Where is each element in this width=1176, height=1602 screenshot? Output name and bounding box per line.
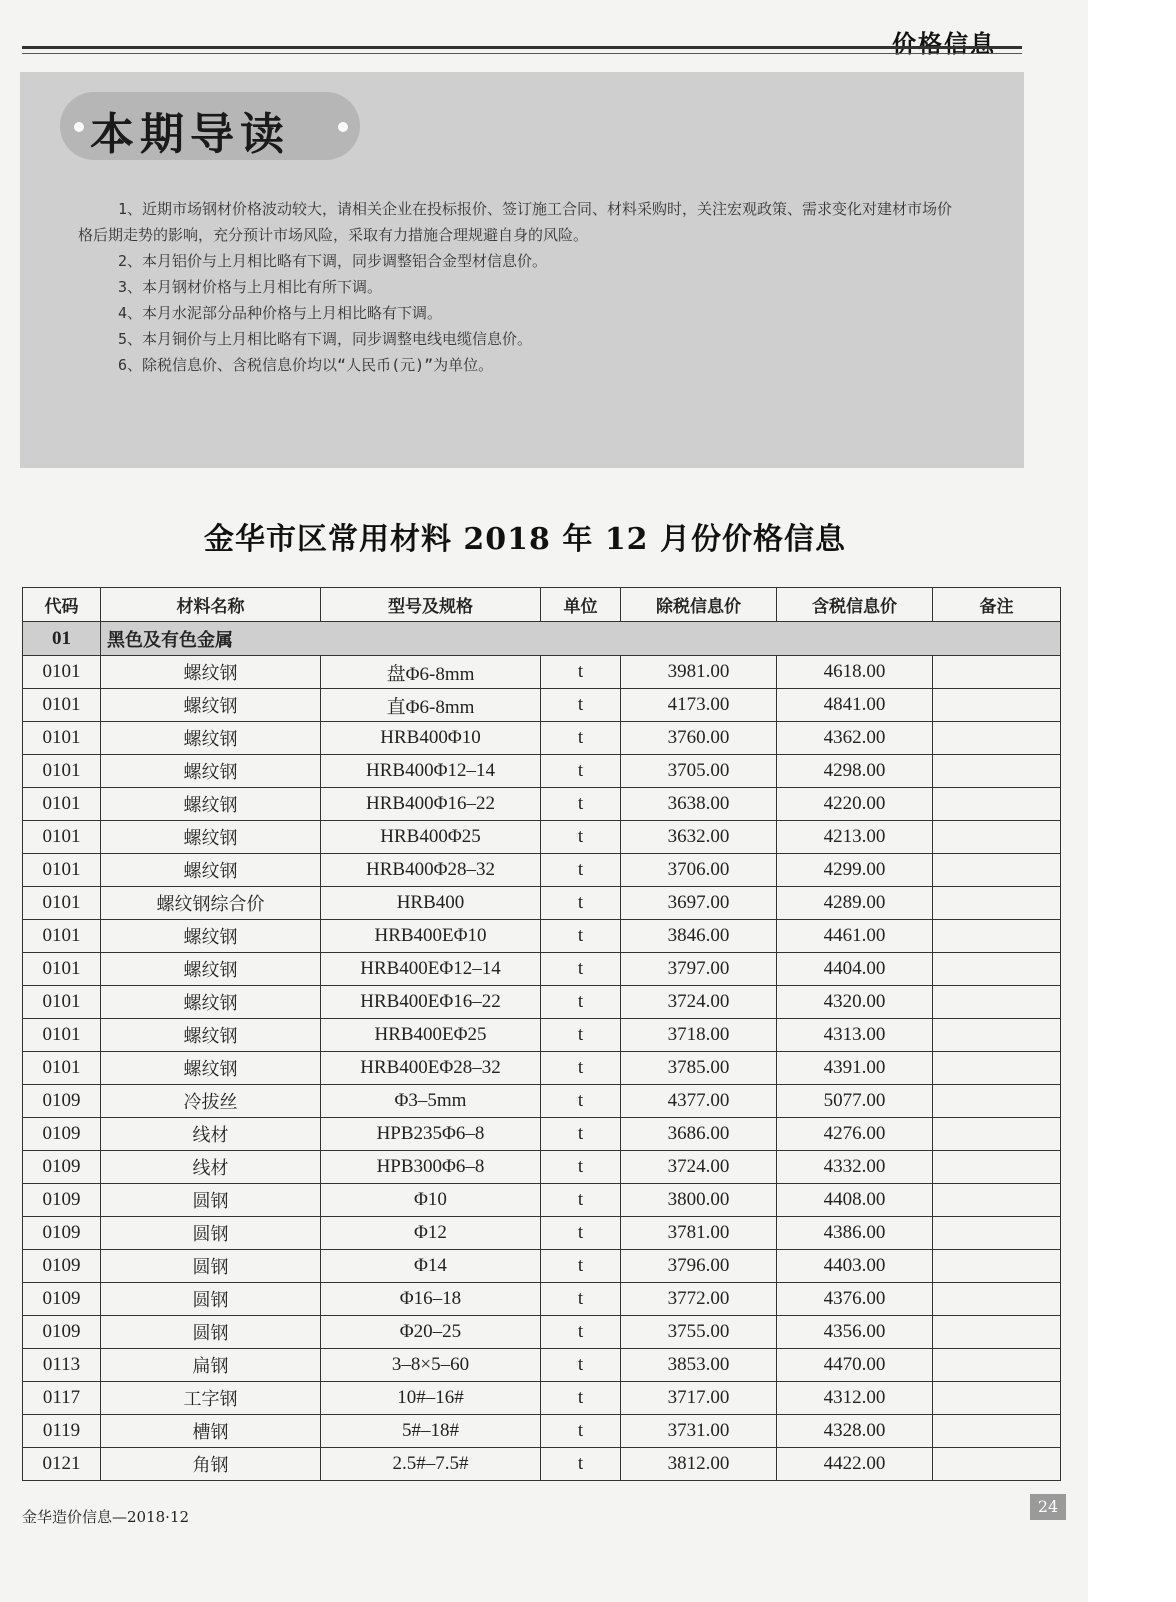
- cell-unit: t: [541, 1448, 621, 1481]
- cell-price-ex-tax: 3724.00: [621, 1151, 777, 1184]
- table-row: [23, 1448, 1061, 1481]
- cell-price-inc-tax: 4312.00: [777, 1382, 933, 1415]
- table-row: [23, 920, 1061, 953]
- cell-code: 0101: [23, 755, 101, 788]
- cell-price-ex-tax: 3772.00: [621, 1283, 777, 1316]
- cell-unit: t: [541, 1184, 621, 1217]
- cell-price-inc-tax: 4470.00: [777, 1349, 933, 1382]
- cell-name: 螺纹钢: [101, 689, 321, 722]
- cell-unit: t: [541, 887, 621, 920]
- cell-name: 螺纹钢: [101, 953, 321, 986]
- cell-unit: t: [541, 1415, 621, 1448]
- cell-price-ex-tax: 4173.00: [621, 689, 777, 722]
- cell-spec: HPB235Φ6–8: [321, 1118, 541, 1151]
- cell-name: 螺纹钢综合价: [101, 887, 321, 920]
- cell-spec: Φ10: [321, 1184, 541, 1217]
- cell-price-inc-tax: 4328.00: [777, 1415, 933, 1448]
- cell-price-inc-tax: 4320.00: [777, 986, 933, 1019]
- cell-remark: [933, 986, 1061, 1019]
- cell-remark: [933, 656, 1061, 689]
- cell-remark: [933, 1019, 1061, 1052]
- cell-price-ex-tax: 3800.00: [621, 1184, 777, 1217]
- cell-name: 圆钢: [101, 1250, 321, 1283]
- table-row: [23, 788, 1061, 821]
- cell-code: 0109: [23, 1085, 101, 1118]
- cell-remark: [933, 920, 1061, 953]
- cell-price-inc-tax: 4408.00: [777, 1184, 933, 1217]
- cell-spec: 2.5#–7.5#: [321, 1448, 541, 1481]
- cell-price-inc-tax: 4391.00: [777, 1052, 933, 1085]
- cell-name: 螺纹钢: [101, 854, 321, 887]
- cell-price-inc-tax: 4313.00: [777, 1019, 933, 1052]
- cell-spec: HRB400EΦ10: [321, 920, 541, 953]
- cell-name: 圆钢: [101, 1283, 321, 1316]
- cell-price-inc-tax: 4213.00: [777, 821, 933, 854]
- cell-price-ex-tax: 3846.00: [621, 920, 777, 953]
- table-row: [23, 1349, 1061, 1382]
- cell-code: 0121: [23, 1448, 101, 1481]
- cell-spec: HRB400EΦ12–14: [321, 953, 541, 986]
- col-header-spec: 型号及规格: [321, 588, 541, 622]
- cell-code: 0101: [23, 1052, 101, 1085]
- table-row: [23, 1250, 1061, 1283]
- cell-code: 0101: [23, 689, 101, 722]
- cell-price-ex-tax: 3853.00: [621, 1349, 777, 1382]
- cell-code: 0101: [23, 986, 101, 1019]
- cell-remark: [933, 755, 1061, 788]
- table-row: [23, 1052, 1061, 1085]
- cell-price-ex-tax: 4377.00: [621, 1085, 777, 1118]
- cell-unit: t: [541, 1349, 621, 1382]
- cell-remark: [933, 953, 1061, 986]
- table-row: [23, 1382, 1061, 1415]
- cell-remark: [933, 1151, 1061, 1184]
- cell-price-ex-tax: 3785.00: [621, 1052, 777, 1085]
- cell-remark: [933, 887, 1061, 920]
- intro-paragraph: 6、除税信息价、含税信息价均以“人民币(元)”为单位。: [118, 356, 494, 374]
- cell-name: 圆钢: [101, 1217, 321, 1250]
- cell-unit: t: [541, 1085, 621, 1118]
- table-row: [23, 1184, 1061, 1217]
- cell-name: 线材: [101, 1151, 321, 1184]
- cell-code: 0117: [23, 1382, 101, 1415]
- cell-remark: [933, 1217, 1061, 1250]
- cell-name: 螺纹钢: [101, 722, 321, 755]
- col-header-name: 材料名称: [101, 588, 321, 622]
- intro-paragraph: 1、近期市场钢材价格波动较大，请相关企业在投标报价、签订施工合同、材料采购时，关注宏观政策、需求变化对建材市场价格后期走势的影响，充分预计市场风险，采取有力措施合理规避自身的风险。: [78, 200, 953, 244]
- cell-name: 螺纹钢: [101, 1052, 321, 1085]
- cell-code: 0109: [23, 1151, 101, 1184]
- cell-unit: t: [541, 1118, 621, 1151]
- cell-name: 螺纹钢: [101, 1019, 321, 1052]
- cell-remark: [933, 854, 1061, 887]
- cell-remark: [933, 689, 1061, 722]
- cell-remark: [933, 1382, 1061, 1415]
- cell-unit: t: [541, 1151, 621, 1184]
- cell-price-inc-tax: 4220.00: [777, 788, 933, 821]
- dot-icon: [74, 122, 84, 132]
- table-row: [23, 887, 1061, 920]
- cell-unit: t: [541, 1250, 621, 1283]
- cell-spec: HRB400: [321, 887, 541, 920]
- table-row: [23, 1217, 1061, 1250]
- cell-price-ex-tax: 3705.00: [621, 755, 777, 788]
- col-header-unit: 单位: [541, 588, 621, 622]
- cell-price-inc-tax: 4386.00: [777, 1217, 933, 1250]
- cell-price-inc-tax: 4404.00: [777, 953, 933, 986]
- cell-unit: t: [541, 755, 621, 788]
- category-row: [23, 622, 1061, 656]
- cell-name: 角钢: [101, 1448, 321, 1481]
- cell-unit: t: [541, 689, 621, 722]
- cell-spec: 10#–16#: [321, 1382, 541, 1415]
- table-row: [23, 986, 1061, 1019]
- cell-remark: [933, 1283, 1061, 1316]
- cell-name: 线材: [101, 1118, 321, 1151]
- table-title: 金华市区常用材料 2018 年 12 月份价格信息: [203, 522, 847, 557]
- cell-unit: t: [541, 656, 621, 689]
- cell-spec: 3–8×5–60: [321, 1349, 541, 1382]
- cell-unit: t: [541, 821, 621, 854]
- cell-unit: t: [541, 1316, 621, 1349]
- table-row: [23, 1283, 1061, 1316]
- intro-paragraph: 4、本月水泥部分品种价格与上月相比略有下调。: [118, 304, 443, 322]
- cell-spec: HRB400Φ12–14: [321, 755, 541, 788]
- cell-spec: Φ3–5mm: [321, 1085, 541, 1118]
- cell-price-ex-tax: 3632.00: [621, 821, 777, 854]
- cell-name: 冷拔丝: [101, 1085, 321, 1118]
- cell-price-ex-tax: 3706.00: [621, 854, 777, 887]
- cell-remark: [933, 1448, 1061, 1481]
- cell-unit: t: [541, 1382, 621, 1415]
- cell-remark: [933, 1316, 1061, 1349]
- cell-remark: [933, 1415, 1061, 1448]
- cell-code: 0101: [23, 887, 101, 920]
- cell-spec: HRB400EΦ25: [321, 1019, 541, 1052]
- cell-name: 螺纹钢: [101, 920, 321, 953]
- cell-spec: HRB400EΦ16–22: [321, 986, 541, 1019]
- cell-price-ex-tax: 3760.00: [621, 722, 777, 755]
- cell-name: 工字钢: [101, 1382, 321, 1415]
- cell-code: 0101: [23, 722, 101, 755]
- cell-remark: [933, 1118, 1061, 1151]
- cell-code: 0113: [23, 1349, 101, 1382]
- cell-spec: Φ14: [321, 1250, 541, 1283]
- cell-spec: HRB400EΦ28–32: [321, 1052, 541, 1085]
- cell-remark: [933, 788, 1061, 821]
- price-table: [22, 587, 1061, 1481]
- table-row: [23, 1151, 1061, 1184]
- cell-spec: Φ20–25: [321, 1316, 541, 1349]
- table-row: [23, 854, 1061, 887]
- cell-code: 0101: [23, 953, 101, 986]
- table-row: [23, 755, 1061, 788]
- cell-code: 0101: [23, 1019, 101, 1052]
- cell-code: 0109: [23, 1118, 101, 1151]
- cell-name: 扁钢: [101, 1349, 321, 1382]
- cell-remark: [933, 722, 1061, 755]
- cell-price-inc-tax: 4618.00: [777, 656, 933, 689]
- cell-code: 0101: [23, 821, 101, 854]
- table-row: [23, 953, 1061, 986]
- category-code: 01: [23, 622, 101, 656]
- cell-spec: HRB400Φ25: [321, 821, 541, 854]
- table-header-row: [23, 588, 1061, 622]
- cell-price-inc-tax: 4289.00: [777, 887, 933, 920]
- intro-box: [20, 72, 1024, 468]
- col-header-code: 代码: [23, 588, 101, 622]
- cell-code: 0119: [23, 1415, 101, 1448]
- cell-spec: 5#–18#: [321, 1415, 541, 1448]
- cell-code: 0101: [23, 656, 101, 689]
- cell-spec: 直Φ6-8mm: [321, 689, 541, 722]
- cell-price-ex-tax: 3797.00: [621, 953, 777, 986]
- cell-price-ex-tax: 3796.00: [621, 1250, 777, 1283]
- category-name: 黑色及有色金属: [101, 622, 1061, 656]
- cell-unit: t: [541, 1217, 621, 1250]
- cell-code: 0101: [23, 854, 101, 887]
- cell-spec: Φ12: [321, 1217, 541, 1250]
- cell-unit: t: [541, 1283, 621, 1316]
- cell-code: 0109: [23, 1316, 101, 1349]
- page-edge: [1088, 0, 1176, 1602]
- cell-price-inc-tax: 4298.00: [777, 755, 933, 788]
- cell-price-ex-tax: 3697.00: [621, 887, 777, 920]
- cell-price-ex-tax: 3638.00: [621, 788, 777, 821]
- cell-price-inc-tax: 4403.00: [777, 1250, 933, 1283]
- cell-name: 螺纹钢: [101, 755, 321, 788]
- cell-price-ex-tax: 3812.00: [621, 1448, 777, 1481]
- cell-price-inc-tax: 4356.00: [777, 1316, 933, 1349]
- intro-heading: 本期导读: [90, 109, 290, 160]
- table-row: [23, 821, 1061, 854]
- col-header-price-ex-tax: 除税信息价: [621, 588, 777, 622]
- table-row: [23, 722, 1061, 755]
- cell-unit: t: [541, 1019, 621, 1052]
- cell-remark: [933, 1085, 1061, 1118]
- cell-price-ex-tax: 3717.00: [621, 1382, 777, 1415]
- cell-code: 0109: [23, 1283, 101, 1316]
- table-row: [23, 1118, 1061, 1151]
- cell-code: 0109: [23, 1217, 101, 1250]
- cell-spec: HRB400Φ28–32: [321, 854, 541, 887]
- cell-remark: [933, 1349, 1061, 1382]
- cell-unit: t: [541, 920, 621, 953]
- cell-spec: 盘Φ6-8mm: [321, 656, 541, 689]
- cell-price-inc-tax: 5077.00: [777, 1085, 933, 1118]
- col-header-price-inc-tax: 含税信息价: [777, 588, 933, 622]
- table-row: [23, 689, 1061, 722]
- page-number: 24: [1030, 1494, 1066, 1520]
- cell-price-ex-tax: 3686.00: [621, 1118, 777, 1151]
- table-row: [23, 1019, 1061, 1052]
- cell-price-inc-tax: 4422.00: [777, 1448, 933, 1481]
- cell-name: 螺纹钢: [101, 986, 321, 1019]
- cell-name: 螺纹钢: [101, 788, 321, 821]
- cell-spec: HRB400Φ10: [321, 722, 541, 755]
- section-title: 价格信息: [892, 29, 996, 58]
- intro-paragraph: 5、本月铜价与上月相比略有下调，同步调整电线电缆信息价。: [118, 330, 533, 348]
- table-row: [23, 1415, 1061, 1448]
- header-rule: [22, 46, 1022, 49]
- cell-spec: Φ16–18: [321, 1283, 541, 1316]
- cell-code: 0101: [23, 920, 101, 953]
- cell-name: 槽钢: [101, 1415, 321, 1448]
- header-rule-thin: [22, 53, 1022, 54]
- table-row: [23, 1085, 1061, 1118]
- intro-paragraph: 3、本月钢材价格与上月相比有所下调。: [118, 278, 383, 296]
- cell-code: 0101: [23, 788, 101, 821]
- cell-remark: [933, 1184, 1061, 1217]
- cell-name: 圆钢: [101, 1316, 321, 1349]
- cell-remark: [933, 821, 1061, 854]
- cell-price-inc-tax: 4376.00: [777, 1283, 933, 1316]
- cell-price-inc-tax: 4332.00: [777, 1151, 933, 1184]
- cell-remark: [933, 1052, 1061, 1085]
- cell-price-ex-tax: 3981.00: [621, 656, 777, 689]
- cell-remark: [933, 1250, 1061, 1283]
- cell-price-inc-tax: 4362.00: [777, 722, 933, 755]
- col-header-remark: 备注: [933, 588, 1061, 622]
- cell-price-ex-tax: 3731.00: [621, 1415, 777, 1448]
- intro-paragraph: 2、本月铝价与上月相比略有下调，同步调整铝合金型材信息价。: [118, 252, 548, 270]
- cell-name: 圆钢: [101, 1184, 321, 1217]
- cell-unit: t: [541, 722, 621, 755]
- cell-code: 0109: [23, 1184, 101, 1217]
- cell-code: 0109: [23, 1250, 101, 1283]
- table-row: [23, 656, 1061, 689]
- cell-unit: t: [541, 788, 621, 821]
- cell-name: 螺纹钢: [101, 656, 321, 689]
- table-row: [23, 1316, 1061, 1349]
- cell-unit: t: [541, 1052, 621, 1085]
- publication-footer: 金华造价信息—2018·12: [22, 1508, 190, 1526]
- cell-unit: t: [541, 986, 621, 1019]
- cell-price-ex-tax: 3781.00: [621, 1217, 777, 1250]
- cell-spec: HRB400Φ16–22: [321, 788, 541, 821]
- cell-price-ex-tax: 3755.00: [621, 1316, 777, 1349]
- cell-price-inc-tax: 4299.00: [777, 854, 933, 887]
- cell-price-inc-tax: 4276.00: [777, 1118, 933, 1151]
- intro-paragraphs: [78, 196, 958, 378]
- cell-spec: HPB300Φ6–8: [321, 1151, 541, 1184]
- cell-name: 螺纹钢: [101, 821, 321, 854]
- cell-price-inc-tax: 4461.00: [777, 920, 933, 953]
- cell-price-ex-tax: 3718.00: [621, 1019, 777, 1052]
- dot-icon: [338, 122, 348, 132]
- cell-unit: t: [541, 953, 621, 986]
- cell-price-inc-tax: 4841.00: [777, 689, 933, 722]
- cell-unit: t: [541, 854, 621, 887]
- cell-price-ex-tax: 3724.00: [621, 986, 777, 1019]
